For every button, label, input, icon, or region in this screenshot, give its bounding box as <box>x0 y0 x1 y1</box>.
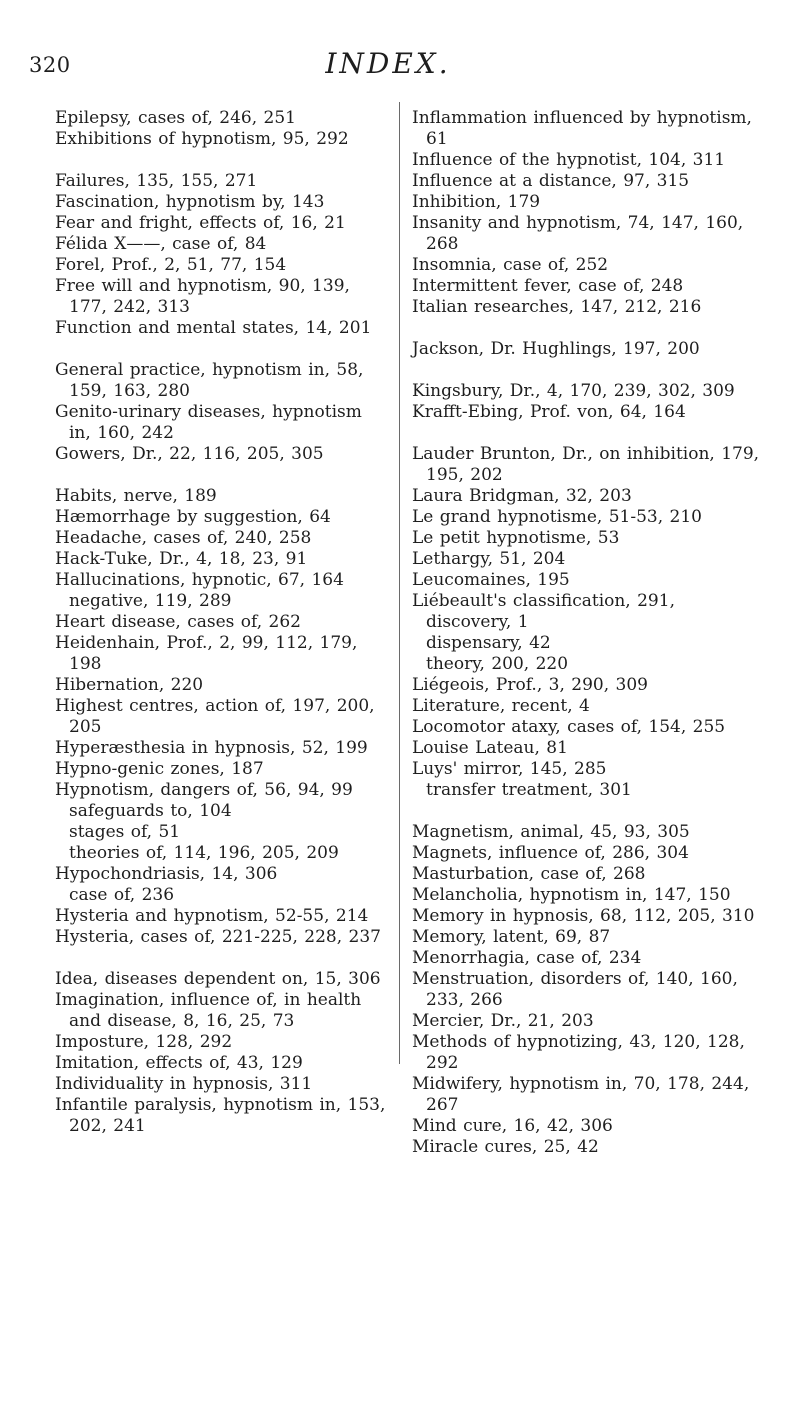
index-letter-group <box>412 108 767 318</box>
index-subentry: negative, 119, 289 <box>69 591 232 611</box>
index-entry: Mind cure, 16, 42, 306 <box>412 1116 613 1136</box>
index-entry: Insomnia, case of, 252 <box>412 255 609 275</box>
index-letter-group <box>55 969 390 1137</box>
index-subentry: dispensary, 42 <box>426 633 551 653</box>
index-entry: Hibernation, 220 <box>55 675 204 695</box>
index-entry: Le grand hypnotisme, 51-53, 210 <box>412 507 702 527</box>
index-entry: Exhibitions of hypnotism, 95, 292 <box>55 129 349 149</box>
index-entry: Midwifery, hypnotism in, 70, 178, 244, 267 <box>412 1074 750 1115</box>
index-entry: Jackson, Dr. Hughlings, 197, 200 <box>412 339 700 359</box>
index-letter-group <box>55 486 390 948</box>
index-subentry: theories of, 114, 196, 205, 209 <box>69 843 339 863</box>
index-entry: Hysteria and hypnotism, 52-55, 214 <box>55 906 369 926</box>
index-entry: Hyperæsthesia in hypnosis, 52, 199 <box>55 738 368 758</box>
index-entry: Heart disease, cases of, 262 <box>55 612 301 632</box>
index-entry: Idea, diseases dependent on, 15, 306 <box>55 969 381 989</box>
page-number: 320 <box>29 53 71 77</box>
index-entry: General practice, hypnotism in, 58, 159, 163, 280 <box>55 360 364 401</box>
index-subentry: discovery, 1 <box>426 612 529 632</box>
index-entry: Inhibition, 179 <box>412 192 541 212</box>
index-entry: Le petit hypnotisme, 53 <box>412 528 620 548</box>
index-entry: Inflammation influenced by hypnotism, 61 <box>412 108 752 149</box>
index-entry: Louise Lateau, 81 <box>412 738 568 758</box>
index-entry: Hypnotism, dangers of, 56, 94, 99 <box>55 780 353 800</box>
index-entry: Failures, 135, 155, 271 <box>55 171 258 191</box>
index-entry: Hypno-genic zones, 187 <box>55 759 264 779</box>
index-entry: Kingsbury, Dr., 4, 170, 239, 302, 309 <box>412 381 735 401</box>
index-entry: Infantile paralysis, hypnotism in, 153, 202, 241 <box>55 1095 386 1136</box>
index-letter-group <box>412 381 767 423</box>
index-entry: Forel, Prof., 2, 51, 77, 154 <box>55 255 287 275</box>
index-entry: Italian researches, 147, 212, 216 <box>412 297 702 317</box>
index-letter-group <box>55 360 390 465</box>
index-entry: Hæmorrhage by suggestion, 64 <box>55 507 331 527</box>
index-entry: Menorrhagia, case of, 234 <box>412 948 642 968</box>
index-entry: Imitation, effects of, 43, 129 <box>55 1053 303 1073</box>
index-entry: Lethargy, 51, 204 <box>412 549 566 569</box>
index-entry: Habits, nerve, 189 <box>55 486 217 506</box>
index-entry: Krafft-Ebing, Prof. von, 64, 164 <box>412 402 686 422</box>
index-entry: Miracle cures, 25, 42 <box>412 1137 599 1157</box>
index-entry: Menstruation, disorders of, 140, 160, 233, 266 <box>412 969 738 1010</box>
index-letter-group <box>412 339 767 360</box>
index-entry: Free will and hypnotism, 90, 139, 177, 242, 313 <box>55 276 350 317</box>
index-entry: Literature, recent, 4 <box>412 696 590 716</box>
index-subentry: transfer treatment, 301 <box>426 780 632 800</box>
index-entry: Masturbation, case of, 268 <box>412 864 646 884</box>
index-column-left <box>55 108 390 1158</box>
index-entry: Heidenhain, Prof., 2, 99, 112, 179, 198 <box>55 633 358 674</box>
index-entry: Magnetism, animal, 45, 93, 305 <box>412 822 690 842</box>
index-entry: Intermittent fever, case of, 248 <box>412 276 684 296</box>
index-entry: Individuality in hypnosis, 311 <box>55 1074 313 1094</box>
index-entry: Imposture, 128, 292 <box>55 1032 233 1052</box>
index-entry: Mercier, Dr., 21, 203 <box>412 1011 594 1031</box>
index-entry: Laura Bridgman, 32, 203 <box>412 486 632 506</box>
index-entry: Hallucinations, hypnotic, 67, 164 <box>55 570 344 590</box>
index-entry: Félida X——, case of, 84 <box>55 234 267 254</box>
index-entry: Gowers, Dr., 22, 116, 205, 305 <box>55 444 324 464</box>
index-entry: Leucomaines, 195 <box>412 570 570 590</box>
index-entry: Fear and fright, effects of, 16, 21 <box>55 213 346 233</box>
index-entry: Hysteria, cases of, 221-225, 228, 237 <box>55 927 381 947</box>
index-entry: Memory in hypnosis, 68, 112, 205, 310 <box>412 906 755 926</box>
index-subentry: theory, 200, 220 <box>426 654 569 674</box>
index-entry: Insanity and hypnotism, 74, 147, 160, 268 <box>412 213 744 254</box>
index-letter-group <box>412 822 767 1158</box>
running-head-title: INDEX. <box>325 47 451 80</box>
index-entry: Liébeault's classification, 291, <box>412 591 675 611</box>
index-entry: Function and mental states, 14, 201 <box>55 318 372 338</box>
index-entry: Influence of the hypnotist, 104, 311 <box>412 150 726 170</box>
index-subentry: stages of, 51 <box>69 822 181 842</box>
index-entry: Hypochondriasis, 14, 306 <box>55 864 278 884</box>
index-entry: Liégeois, Prof., 3, 290, 309 <box>412 675 648 695</box>
index-letter-group <box>412 444 767 801</box>
index-entry: Fascination, hypnotism by, 143 <box>55 192 325 212</box>
index-entry: Genito-urinary diseases, hypnotism in, 160, 242 <box>55 402 362 443</box>
index-letter-group <box>55 108 390 150</box>
index-entry: Melancholia, hypnotism in, 147, 150 <box>412 885 731 905</box>
column-divider <box>399 102 400 1064</box>
index-entry: Epilepsy, cases of, 246, 251 <box>55 108 296 128</box>
index-letter-group <box>55 171 390 339</box>
index-entry: Highest centres, action of, 197, 200, 205 <box>55 696 375 737</box>
index-entry: Imagination, influence of, in health and disease, 8, 16, 25, 73 <box>55 990 362 1031</box>
index-entry: Hack-Tuke, Dr., 4, 18, 23, 91 <box>55 549 308 569</box>
index-entry: Luys' mirror, 145, 285 <box>412 759 607 779</box>
index-entry: Memory, latent, 69, 87 <box>412 927 611 947</box>
index-entry: Lauder Brunton, Dr., on inhibition, 179, 195, 202 <box>412 444 760 485</box>
index-subentry: case of, 236 <box>69 885 175 905</box>
index-entry: Headache, cases of, 240, 258 <box>55 528 312 548</box>
index-entry: Methods of hypnotizing, 43, 120, 128, 292 <box>412 1032 745 1073</box>
index-column-right <box>412 108 767 1179</box>
index-subentry: safeguards to, 104 <box>69 801 232 821</box>
index-entry: Locomotor ataxy, cases of, 154, 255 <box>412 717 726 737</box>
index-entry: Influence at a distance, 97, 315 <box>412 171 690 191</box>
index-entry: Magnets, influence of, 286, 304 <box>412 843 689 863</box>
